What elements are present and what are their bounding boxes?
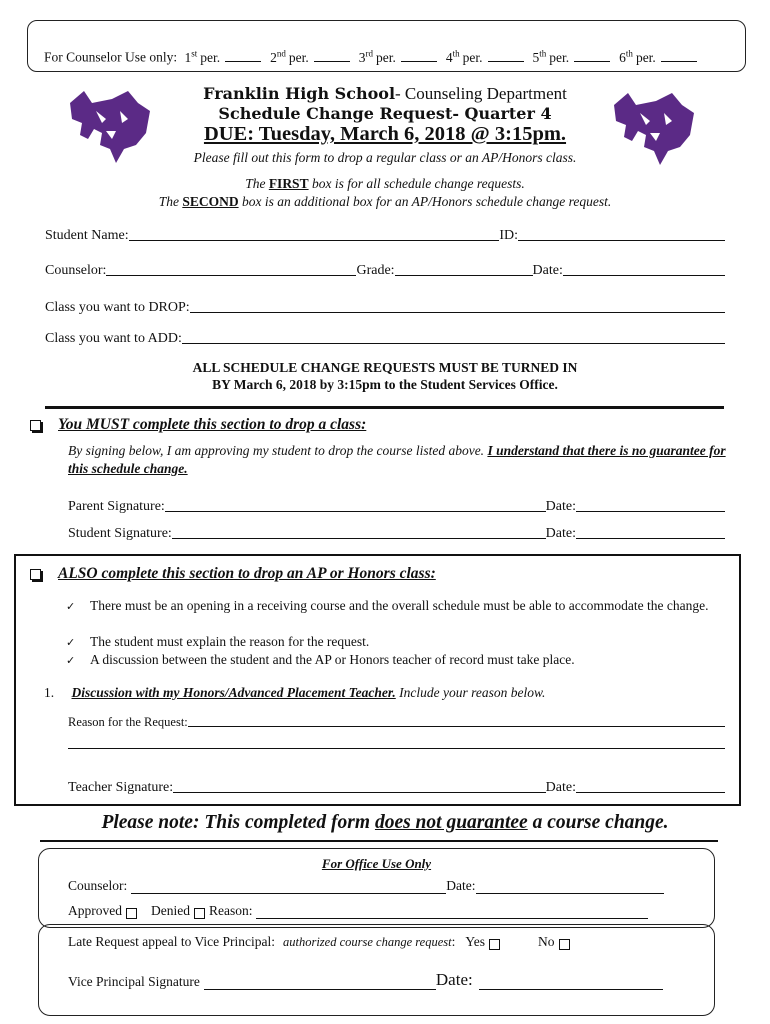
period-ordinal: th (625, 48, 633, 58)
counselor-label: Counselor: (45, 263, 107, 278)
drop-approval-statement (68, 442, 728, 478)
period-blank-field[interactable] (661, 49, 697, 62)
period-number: 1 (184, 49, 192, 65)
student-date-label: Date: (545, 526, 576, 541)
due-date: DUE: Tuesday, March 6, 2018 @ 3:15pm. (203, 123, 567, 145)
period-suffix: per. (462, 49, 483, 65)
note-pre: Please note: This completed form (101, 812, 375, 833)
yes-label: Yes (465, 934, 486, 949)
ap-section-checkbox[interactable] (30, 569, 41, 580)
office-reason-field[interactable] (256, 904, 648, 919)
period-ordinal: rd (365, 48, 374, 58)
student-name-row (45, 224, 725, 244)
second-note-emphasis: SECOND (182, 194, 239, 209)
authorized-label: authorized course change request (283, 935, 452, 949)
period-suffix: per. (376, 49, 396, 65)
approval-text: By signing below, I am approving my student to drop the course listed above. (68, 443, 488, 458)
period-suffix: per. (288, 49, 309, 65)
teacher-signature-field[interactable] (173, 778, 546, 793)
vp-date-label: Date: (435, 970, 473, 989)
drop-section-checkbox[interactable] (30, 420, 41, 431)
counselor-field[interactable] (106, 261, 356, 276)
department-name: - Counseling Department (395, 84, 567, 103)
student-id-label: ID: (499, 228, 518, 243)
drop-class-field[interactable] (190, 298, 725, 313)
parent-signature-field[interactable] (165, 497, 546, 512)
step-emphasis: Discussion with my Honors/Advanced Placement Teacher. (71, 685, 396, 700)
ap-requirement-3 (66, 651, 726, 670)
approved-label: Approved (68, 903, 122, 918)
period-ordinal: st (191, 48, 198, 58)
office-counselor-label: Counselor: (68, 878, 128, 893)
yes-checkbox[interactable] (489, 939, 500, 950)
late-request-row (68, 934, 574, 950)
vp-signature-label: Vice Principal Signature (68, 974, 200, 989)
authorized-colon: : (451, 934, 456, 949)
period-item (270, 50, 355, 65)
step-rest: Include your reason below. (395, 685, 546, 700)
drop-class-row (45, 296, 725, 316)
second-note-post: box is an additional box for an AP/Honors schedule change request. (238, 194, 612, 209)
period-ordinal: th (452, 48, 460, 58)
first-note-emphasis: FIRST (268, 176, 309, 191)
grade-label: Grade: (356, 263, 395, 278)
student-signature-field[interactable] (172, 524, 546, 539)
teacher-signature-label: Teacher Signature: (68, 780, 174, 795)
reason-row (68, 710, 725, 730)
note-emphasis: does not guarantee (374, 812, 528, 833)
period-item (533, 50, 616, 65)
period-number: 3 (358, 49, 366, 65)
period-number: 5 (532, 49, 540, 65)
reason-field-line-2[interactable] (68, 748, 725, 749)
denied-checkbox[interactable] (194, 908, 205, 919)
checkmark-icon: ✓ (66, 601, 76, 613)
first-note-pre: The (245, 176, 269, 191)
ap-section-heading: ALSO complete this section to drop an AP or Honors class: (58, 565, 436, 582)
drop-class-label: Class you want to DROP: (45, 300, 190, 315)
vp-date-field[interactable] (479, 975, 663, 990)
vp-signature-row (68, 970, 663, 990)
period-blank-field[interactable] (488, 49, 524, 62)
discussion-step (44, 685, 545, 701)
parent-signature-row (68, 495, 725, 515)
second-box-note (140, 194, 630, 210)
student-name-field[interactable] (129, 226, 500, 241)
please-note (40, 812, 730, 834)
student-id-field[interactable] (518, 226, 725, 241)
period-ordinal: nd (276, 48, 286, 58)
requirement-text: There must be an opening in a receiving course and the overall schedule must be able to accommodate the change. (90, 598, 709, 613)
reason-field[interactable] (188, 712, 725, 727)
period-blank-field[interactable] (225, 49, 261, 62)
no-checkbox[interactable] (559, 939, 570, 950)
grade-field[interactable] (395, 261, 533, 276)
note-rule (40, 840, 718, 842)
ap-honors-section-box (14, 554, 741, 806)
ap-requirement-2 (66, 633, 726, 652)
late-request-label: Late Request appeal to Vice Principal: (68, 934, 275, 949)
period-item (359, 50, 442, 65)
first-box-note (140, 176, 630, 192)
note-post: a course change. (527, 812, 669, 833)
period-suffix: per. (200, 49, 221, 65)
counselor-grade-row (45, 259, 725, 279)
school-department-line (140, 84, 630, 104)
office-decision-row (68, 903, 648, 919)
period-item (446, 50, 529, 65)
teacher-date-label: Date: (545, 780, 576, 795)
step-number: 1. (44, 685, 55, 700)
period-item (619, 50, 702, 65)
parent-date-field[interactable] (576, 497, 725, 512)
office-use-title: For Office Use Only (321, 856, 432, 871)
period-number: 2 (270, 49, 277, 65)
add-class-field[interactable] (182, 329, 725, 344)
period-suffix: per. (635, 49, 656, 65)
parent-date-label: Date: (545, 499, 576, 514)
no-label: No (538, 934, 555, 949)
office-date-label: Date: (446, 878, 476, 893)
period-blank-field[interactable] (574, 49, 610, 62)
checkmark-icon: ✓ (66, 655, 76, 667)
office-counselor-field[interactable] (131, 879, 446, 894)
parent-signature-label: Parent Signature: (68, 499, 165, 514)
date-label: Date: (532, 263, 563, 278)
deadline-line-1: ALL SCHEDULE CHANGE REQUESTS MUST BE TURNED IN (192, 360, 578, 375)
first-note-post: box is for all schedule change requests. (308, 176, 525, 191)
period-number: 4 (445, 49, 453, 65)
requirement-text: A discussion between the student and the AP or Honors teacher of record must take place. (90, 652, 575, 667)
period-blank-field[interactable] (314, 49, 350, 62)
section-divider (45, 406, 724, 409)
student-signature-label: Student Signature: (68, 526, 172, 541)
vp-signature-field[interactable] (204, 975, 436, 990)
school-name: Franklin High School (203, 84, 396, 103)
student-date-field[interactable] (576, 524, 725, 539)
form-instructions: Please fill out this form to drop a regular class or an AP/Honors class. (193, 150, 577, 165)
approved-checkbox[interactable] (126, 908, 137, 919)
period-number: 6 (619, 49, 626, 65)
student-signature-row (68, 522, 725, 542)
office-date-field[interactable] (476, 879, 664, 894)
counselor-use-line (44, 48, 702, 66)
add-class-label: Class you want to ADD: (45, 331, 182, 346)
deadline-line-2: BY March 6, 2018 by 3:15pm to the Student Services Office. (212, 377, 558, 392)
second-note-pre: The (158, 194, 183, 209)
date-field[interactable] (563, 261, 725, 276)
reason-label: Reason for the Request: (68, 715, 188, 729)
form-title: Schedule Change Request- Quarter 4 (218, 104, 552, 123)
teacher-date-field[interactable] (576, 778, 725, 793)
period-item (185, 50, 267, 65)
student-name-label: Student Name: (45, 228, 129, 243)
no-guarantee-text: I understand that there is no guarantee for this schedule change. (68, 443, 726, 476)
add-class-row (45, 327, 725, 347)
ap-requirement-1 (66, 597, 726, 616)
period-suffix: per. (549, 49, 570, 65)
counselor-use-label: For Counselor Use only: (44, 49, 178, 65)
drop-section-heading: You MUST complete this section to drop a class: (58, 416, 367, 433)
period-ordinal: th (539, 48, 547, 58)
office-reason-label: Reason: (208, 903, 253, 918)
period-blank-field[interactable] (401, 49, 437, 62)
denied-label: Denied (151, 903, 190, 918)
office-counselor-row (68, 878, 664, 894)
checkmark-icon: ✓ (66, 637, 76, 649)
requirement-text: The student must explain the reason for the request. (90, 634, 370, 649)
teacher-signature-row (68, 776, 725, 796)
